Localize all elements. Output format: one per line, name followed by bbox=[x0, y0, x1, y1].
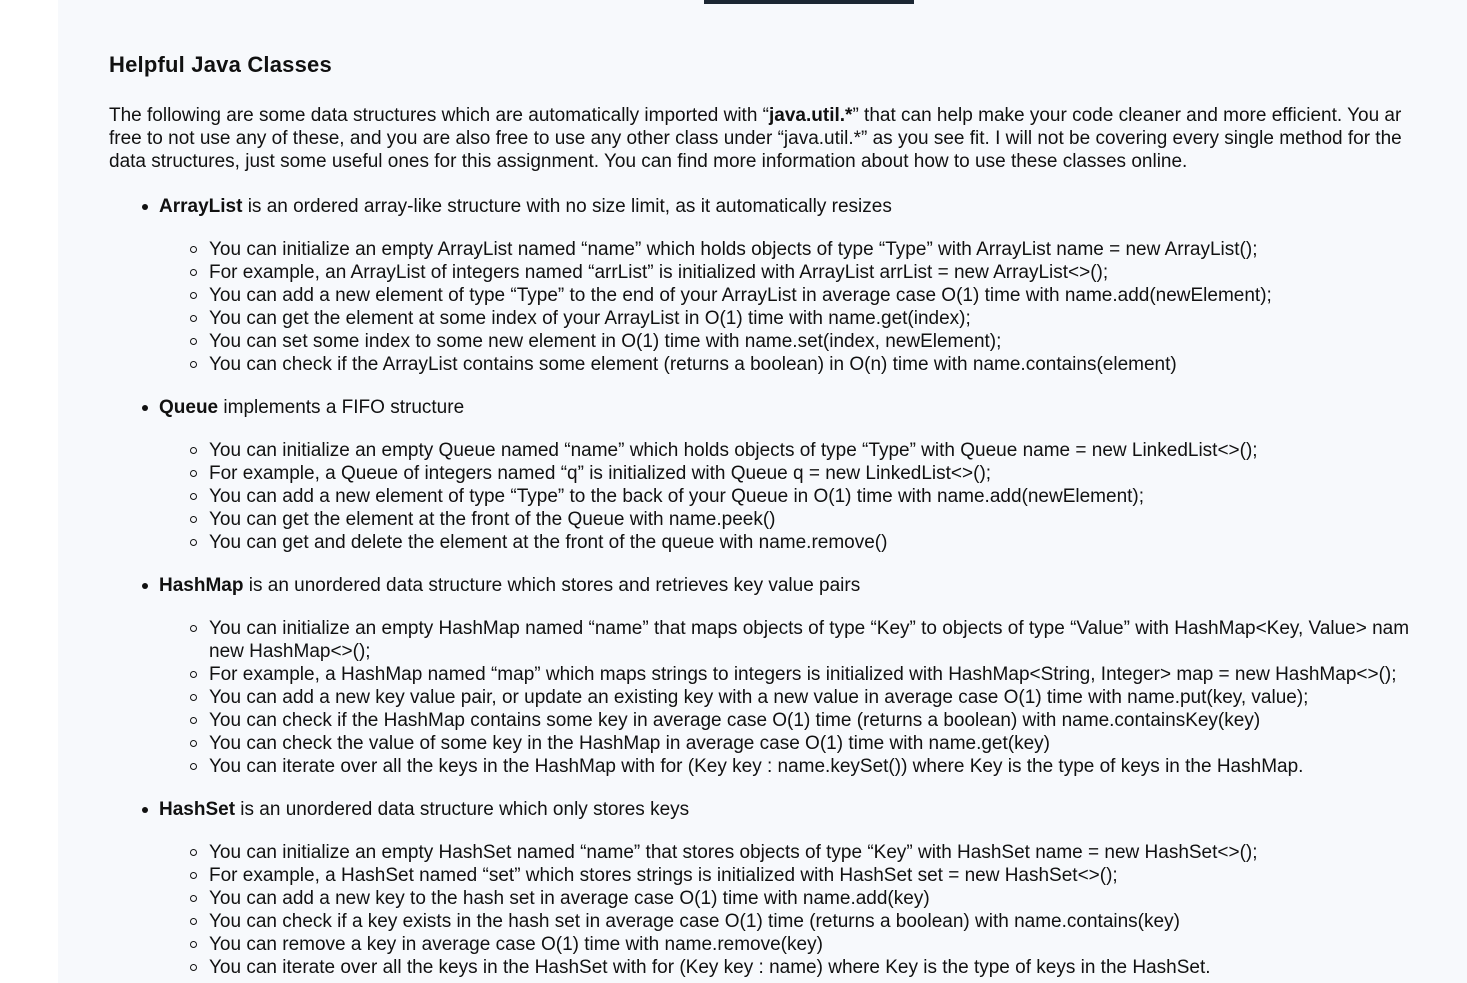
intro-line3: data structures, just some useful ones for this assignment. You can find more information about how to use these classes online. bbox=[109, 151, 1188, 172]
class-header bbox=[159, 574, 1467, 597]
method-item: You can remove a key in average case O(1) time with name.remove(key) bbox=[159, 933, 1467, 956]
method-init-line1: You can initialize an empty HashMap named “name” that maps objects of type “Key” to objects of type “Value” with HashMap<Key, Value> nam bbox=[209, 618, 1410, 639]
class-header bbox=[159, 195, 1467, 218]
method-item: For example, an ArrayList of integers named “arrList” is initialized with ArrayList arrList = new ArrayList<>(); bbox=[159, 261, 1467, 284]
top-scroll-indicator bbox=[704, 0, 914, 4]
method-item: You can add a new element of type “Type” to the end of your ArrayList in average case O(1) time with name.add(newElement); bbox=[159, 284, 1467, 307]
method-item: You can initialize an empty ArrayList named “name” which holds objects of type “Type” with ArrayList name = new ArrayList(); bbox=[159, 238, 1467, 261]
class-name: HashMap bbox=[159, 575, 244, 596]
class-item-hashset bbox=[109, 798, 1467, 979]
method-item: You can initialize an empty Queue named “name” which holds objects of type “Type” with Queue name = new LinkedList<>(); bbox=[159, 439, 1467, 462]
method-list bbox=[159, 617, 1467, 778]
class-header bbox=[159, 798, 1467, 821]
method-item: You can add a new element of type “Type” to the back of your Queue in O(1) time with name.add(newElement); bbox=[159, 485, 1467, 508]
document-page bbox=[58, 0, 1467, 983]
method-item: For example, a Queue of integers named “q” is initialized with Queue q = new LinkedList<>(); bbox=[159, 462, 1467, 485]
class-item-hashmap bbox=[109, 574, 1467, 778]
class-name: Queue bbox=[159, 397, 219, 418]
document-content bbox=[109, 50, 1467, 983]
class-item-arraylist bbox=[109, 195, 1467, 376]
intro-line1-bold: java.util.* bbox=[769, 105, 853, 126]
method-init-line2: new HashMap<>(); bbox=[209, 641, 371, 662]
method-item: You can check if a key exists in the hash set in average case O(1) time (returns a boolean) with name.contains(key) bbox=[159, 910, 1467, 933]
method-item: You can get the element at the front of the Queue with name.peek() bbox=[159, 508, 1467, 531]
class-name: ArrayList bbox=[159, 196, 243, 217]
class-description: implements a FIFO structure bbox=[218, 397, 465, 418]
method-item: You can check if the HashMap contains some key in average case O(1) time (returns a boolean) with name.containsKey(key) bbox=[159, 709, 1467, 732]
method-item: You can add a new key to the hash set in average case O(1) time with name.add(key) bbox=[159, 887, 1467, 910]
intro-line2: free to not use any of these, and you are also free to use any other class under “java.util.*” as you see fit. I will not be covering every single method for the bbox=[109, 128, 1402, 149]
method-item: You can add a new key value pair, or update an existing key with a new value in average case O(1) time with name.put(key, value); bbox=[159, 686, 1467, 709]
section-heading: Helpful Java Classes bbox=[109, 52, 332, 77]
method-item: You can iterate over all the keys in the HashMap with for (Key key : name.keySet()) where Key is the type of keys in the HashMap. bbox=[159, 755, 1467, 778]
method-item: You can check if the ArrayList contains some element (returns a boolean) in O(n) time with name.contains(element) bbox=[159, 353, 1467, 376]
method-list bbox=[159, 238, 1467, 376]
method-item: You can iterate over all the keys in the HashSet with for (Key key : name) where Key is the type of keys in the HashSet. bbox=[159, 956, 1467, 979]
method-item: For example, a HashMap named “map” which maps strings to integers is initialized with HashMap<String, Integer> map = new HashMap<>(); bbox=[159, 663, 1467, 686]
method-list bbox=[159, 439, 1467, 554]
method-list bbox=[159, 841, 1467, 979]
class-name: HashSet bbox=[159, 799, 236, 820]
method-item: You can initialize an empty HashSet named “name” that stores objects of type “Key” with HashSet name = new HashSet<>(); bbox=[159, 841, 1467, 864]
class-description: is an unordered data structure which stores and retrieves key value pairs bbox=[243, 575, 861, 596]
class-list bbox=[109, 195, 1467, 979]
class-description: is an unordered data structure which only stores keys bbox=[235, 799, 690, 820]
method-item: You can check the value of some key in the HashMap in average case O(1) time with name.get(key) bbox=[159, 732, 1467, 755]
method-item: You can get the element at some index of your ArrayList in O(1) time with name.get(index); bbox=[159, 307, 1467, 330]
class-header bbox=[159, 396, 1467, 419]
method-item: You can set some index to some new element in O(1) time with name.set(index, newElement); bbox=[159, 330, 1467, 353]
intro-paragraph bbox=[109, 104, 1467, 173]
method-item bbox=[159, 617, 1467, 663]
intro-line1-before: The following are some data structures which are automatically imported with “ bbox=[109, 105, 770, 126]
method-item: For example, a HashSet named “set” which stores strings is initialized with HashSet set = new HashSet<>(); bbox=[159, 864, 1467, 887]
class-item-queue bbox=[109, 396, 1467, 554]
method-item: You can get and delete the element at the front of the queue with name.remove() bbox=[159, 531, 1467, 554]
intro-line1-after: ” that can help make your code cleaner and more efficient. You ar bbox=[852, 105, 1402, 126]
class-description: is an ordered array-like structure with no size limit, as it automatically resizes bbox=[242, 196, 892, 217]
